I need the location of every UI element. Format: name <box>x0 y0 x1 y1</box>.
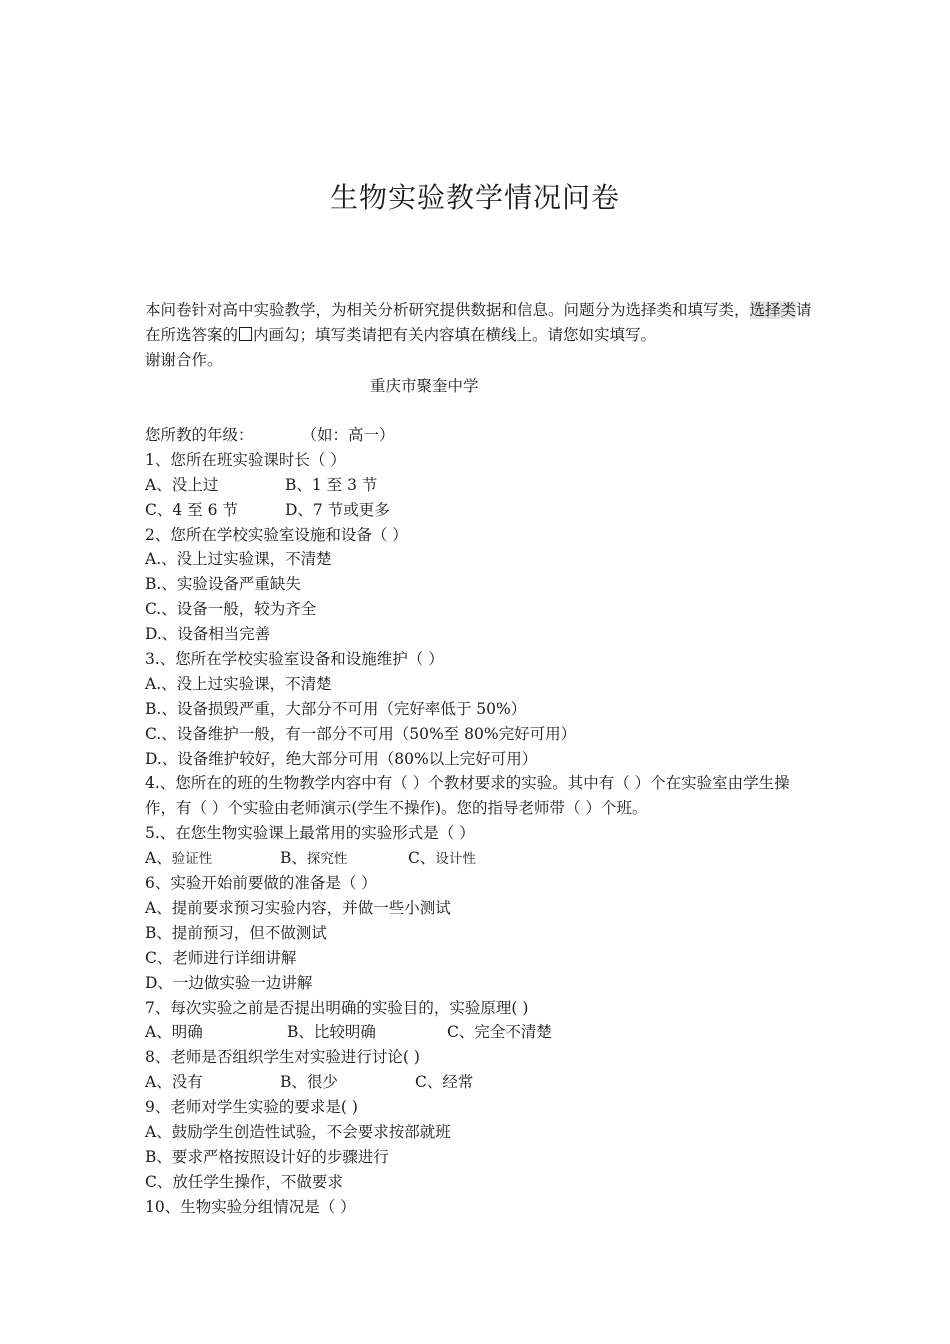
intro-part-b: 请在所选答案的 <box>145 301 812 344</box>
q8-option-c: C、经常 <box>415 1073 474 1092</box>
document-title: 生物实验教学情况问卷 <box>329 181 620 214</box>
q8-option-b: B、很少 <box>280 1073 338 1092</box>
q5-option-c: 设计性 <box>435 851 476 868</box>
q6-option-d: D、一边做实验一边讲解 <box>145 973 313 992</box>
q7-options <box>145 1020 815 1045</box>
question-3: 3.、您所在学校实验室设备和设施维护（ ） <box>145 650 444 669</box>
question-6: 6、实验开始前要做的准备是（ ） <box>145 874 377 893</box>
grade-hint: （如：高一） <box>301 426 395 444</box>
q6-option-a: A、提前要求预习实验内容，并做一些小测试 <box>145 898 451 917</box>
intro-paragraph <box>145 298 815 373</box>
question-7: 7、每次实验之前是否提出明确的实验目的，实验原理( ) <box>145 998 529 1017</box>
question-9: 9、老师对学生实验的要求是( ) <box>145 1098 358 1117</box>
q3-option-c: C.、设备维护一般，有一部分不可用（50%至 80%完好可用） <box>145 724 577 743</box>
q7-option-c: C、完全不清楚 <box>447 1023 552 1042</box>
question-8: 8、老师是否组织学生对实验进行讨论( ) <box>145 1048 420 1067</box>
q2-option-c: C.、设备一般，较为齐全 <box>145 600 317 619</box>
q7-option-a: A、明确 <box>145 1023 203 1042</box>
grade-label: 您所教的年级： <box>145 426 254 444</box>
q5-option-b-prefix: B、 <box>280 849 307 868</box>
intro-part-c: 内画勾；填写类请把有关内容填在横线上。请您如实填写。 <box>253 326 657 344</box>
checkbox-icon <box>239 327 252 341</box>
intro-highlight: 选择类 <box>749 301 797 319</box>
q7-option-b: B、比较明确 <box>287 1023 376 1042</box>
q9-option-a: A、鼓励学生创造性试验，不会要求按部就班 <box>145 1122 451 1141</box>
q2-option-b: B.、实验设备严重缺失 <box>145 575 301 594</box>
question-5: 5.、在您生物实验课上最常用的实验形式是（ ） <box>145 824 475 843</box>
q8-options <box>145 1070 815 1095</box>
q1-option-a: A、没上过 <box>145 475 219 494</box>
q3-option-b: B.、设备损毁严重，大部分不可用（完好率低于 50%） <box>145 699 527 718</box>
q2-option-d: D.、设备相当完善 <box>145 625 271 644</box>
question-2: 2、您所在学校实验室设施和设备（ ） <box>145 525 408 544</box>
intro-thanks: 谢谢合作。 <box>145 351 223 369</box>
intro-text <box>145 298 815 348</box>
question-4: 4.、您所在的班的生物教学内容中有（ ）个教材要求的实验。其中有（ ）个在实验室由学生操作，有（ ）个实验由老师演示(学生不操作)。您的指导老师带（ ）个班。 <box>145 774 790 818</box>
question-10: 10、生物实验分组情况是（ ） <box>145 1197 356 1216</box>
q1-options-row-2 <box>145 498 815 523</box>
q1-option-c: C、4 至 6 节 <box>145 500 238 519</box>
q9-option-c: C、放任学生操作，不做要求 <box>145 1172 343 1191</box>
school-name: 重庆市聚奎中学 <box>370 377 479 395</box>
q5-option-a-prefix: A、 <box>145 849 172 868</box>
q5-option-b: 探究性 <box>306 851 348 868</box>
q2-option-a: A.、没上过实验课，不清楚 <box>145 550 332 569</box>
q5-option-c-prefix: C、 <box>408 849 436 868</box>
q3-option-d: D.、设备维护较好，绝大部分可用（80%以上完好可用） <box>145 749 538 768</box>
q1-options-row-1 <box>145 473 815 498</box>
q5-option-a: 验证性 <box>171 851 213 868</box>
q1-option-b: B、1 至 3 节 <box>285 475 378 494</box>
q3-option-a: A.、没上过实验课，不清楚 <box>145 674 332 693</box>
q1-option-d: D、7 节或更多 <box>285 500 390 519</box>
q6-option-b: B、提前预习，但不做测试 <box>145 923 327 942</box>
questionnaire-body <box>145 423 815 1220</box>
question-1: 1、您所在班实验课时长（ ） <box>145 450 346 469</box>
q9-option-b: B、要求严格按照设计好的步骤进行 <box>145 1147 389 1166</box>
q5-options <box>145 846 815 871</box>
q8-option-a: A、没有 <box>145 1073 203 1092</box>
grade-line <box>145 423 815 448</box>
q6-option-c: C、老师进行详细讲解 <box>145 948 297 967</box>
intro-part-a: 本问卷针对高中实验教学，为相关分析研究提供数据和信息。问题分为选择类和填写类， <box>145 301 750 319</box>
